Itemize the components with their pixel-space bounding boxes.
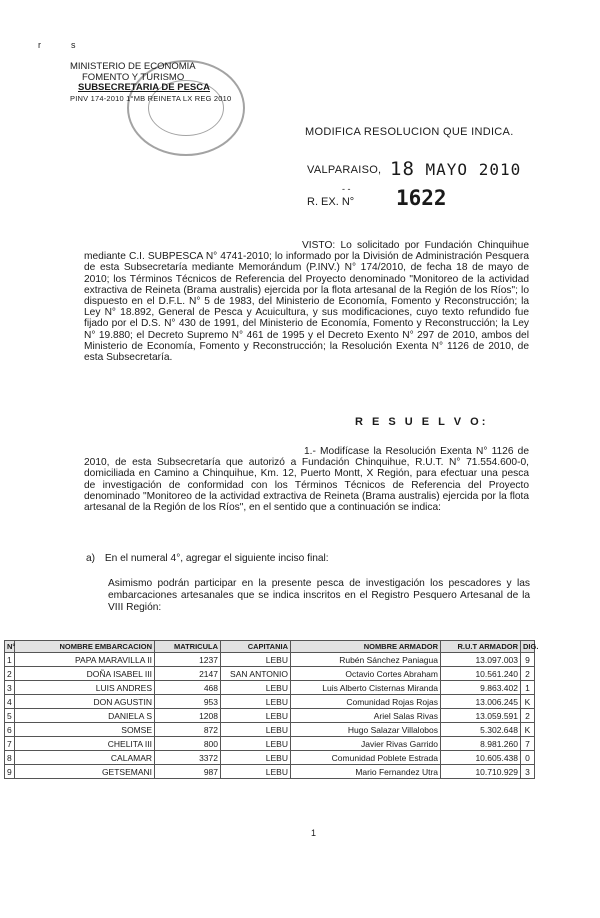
date-day: 18 xyxy=(390,158,415,180)
margin-mark: s xyxy=(71,40,106,50)
margin-marks xyxy=(38,40,106,50)
cell-vessel: SOMSE xyxy=(15,723,155,737)
header-subsecretaria: SUBSECRETARIA DE PESCA xyxy=(78,82,210,93)
cell-rut: 10.605.438 xyxy=(441,751,521,765)
cell-rut: 5.302.648 xyxy=(441,723,521,737)
col-header-port: CAPITANIA xyxy=(221,641,291,653)
cell-owner: Rubén Sánchez Paniagua xyxy=(291,653,441,667)
cell-vessel: DANIELA S xyxy=(15,709,155,723)
dash-mark: - - xyxy=(342,184,351,194)
col-header-digit: DIG. xyxy=(521,641,535,653)
cell-number: 5 xyxy=(5,709,15,723)
table-row xyxy=(5,695,535,709)
item-a-label: a) xyxy=(86,553,96,564)
cell-port: LEBU xyxy=(221,681,291,695)
cell-rut: 9.863.402 xyxy=(441,681,521,695)
page-number: 1 xyxy=(311,828,317,838)
document-place: VALPARAISO, xyxy=(307,164,382,176)
cell-number: 8 xyxy=(5,751,15,765)
cell-registration: 953 xyxy=(155,695,221,709)
cell-port: LEBU xyxy=(221,765,291,779)
cell-registration: 1208 xyxy=(155,709,221,723)
cell-port: LEBU xyxy=(221,695,291,709)
margin-mark: r xyxy=(38,40,71,50)
cell-digit: 2 xyxy=(521,667,535,681)
cell-digit: 2 xyxy=(521,709,535,723)
cell-port: LEBU xyxy=(221,737,291,751)
cell-digit: 0 xyxy=(521,751,535,765)
cell-rut: 13.006.245 xyxy=(441,695,521,709)
resolution-number: 1622 xyxy=(396,186,447,210)
table-row xyxy=(5,681,535,695)
cell-vessel: GETSEMANI xyxy=(15,765,155,779)
cell-digit: 7 xyxy=(521,737,535,751)
cell-rut: 13.097.003 xyxy=(441,653,521,667)
cell-registration: 3372 xyxy=(155,751,221,765)
table-header-row xyxy=(5,641,535,653)
table-row xyxy=(5,667,535,681)
article-1-paragraph: 1.- Modifícase la Resolución Exenta N° 1126 de 2010, de esta Subsecretaría que autorizó a Fundación Chinquihue, R.U.T. N° 71.554.600-0, domiciliada en Camino a Chinquihue, Km. 12, Puerto Montt, X Región, para efectuar una pesca de investigación de conformidad con los Términos Técnicos de Referencia del Proyecto denominado "Monitoreo de la actividad extractiva de Reineta (Brama australis) ejercida por la flota artesanal de la Región de los Ríos", en el sentido que a continuación se indica: xyxy=(84,446,529,514)
cell-owner: Comunidad Rojas Rojas xyxy=(291,695,441,709)
cell-vessel: DON AGUSTIN xyxy=(15,695,155,709)
col-header-registration: MATRICULA xyxy=(155,641,221,653)
cell-registration: 468 xyxy=(155,681,221,695)
cell-vessel: CHELITA III xyxy=(15,737,155,751)
header-ministry: MINISTERIO DE ECONOMIA xyxy=(70,61,196,72)
institution-header xyxy=(70,62,260,104)
inciso-paragraph: Asimismo podrán participar en la presente pesca de investigación los pescadores y las embarcaciones artesanales que se indica inscritos en el Registro Pesquero Artesanal de la VIII Región: xyxy=(108,578,530,613)
document-date-stamp xyxy=(390,158,521,180)
cell-number: 1 xyxy=(5,653,15,667)
cell-vessel: LUIS ANDRES xyxy=(15,681,155,695)
table-row xyxy=(5,737,535,751)
cell-owner: Luis Alberto Cisternas Miranda xyxy=(291,681,441,695)
col-header-vessel: NOMBRE EMBARCACION xyxy=(15,641,155,653)
visto-paragraph: VISTO: Lo solicitado por Fundación Chinquihue mediante C.I. SUBPESCA N° 4741-2010; lo informado por la División de Administración Pesquera de esta Subsecretaría mediante Memorándum (P.INV.) N° 174/2010, de fecha 18 de mayo de 2010; los Términos Técnicos de Referencia del Proyecto denominado "Monitoreo de la actividad extractiva de Reineta (Brama australis) ejercida por la flota artesanal de la Región de los Ríos"; lo dispuesto en el D.F.L. N° 5 de 1983, del Ministerio de Economía, Fomento y Reconstrucción; la Ley N° 18.892, General de Pesca y Acuicultura, y sus modificaciones, cuyo texto refundido fue fijado por el D.S. N° 430 de 1991, del Ministerio de Economía, Fomento y Reconstrucción; la Ley N° 19.880; el Decreto Supremo N° 461 de 1995 y el Decreto Exento N° 297 de 2010, ambos del Ministerio de Economía, Fomento y Reconstrucción; la Resolución Exenta N° 1126 de 2010, de esta Subsecretaría. xyxy=(84,240,529,364)
cell-number: 6 xyxy=(5,723,15,737)
cell-rut: 8.981.260 xyxy=(441,737,521,751)
cell-number: 7 xyxy=(5,737,15,751)
cell-rut: 10.710.929 xyxy=(441,765,521,779)
cell-number: 9 xyxy=(5,765,15,779)
cell-registration: 800 xyxy=(155,737,221,751)
cell-number: 3 xyxy=(5,681,15,695)
cell-port: LEBU xyxy=(221,653,291,667)
cell-port: LEBU xyxy=(221,709,291,723)
cell-rut: 13.059.591 xyxy=(441,709,521,723)
table-row xyxy=(5,723,535,737)
col-header-owner: NOMBRE ARMADOR xyxy=(291,641,441,653)
cell-owner: Ariel Salas Rivas xyxy=(291,709,441,723)
cell-registration: 2147 xyxy=(155,667,221,681)
cell-registration: 987 xyxy=(155,765,221,779)
cell-digit: K xyxy=(521,695,535,709)
date-month-year: MAYO 2010 xyxy=(425,160,522,179)
table-row xyxy=(5,765,535,779)
cell-registration: 1237 xyxy=(155,653,221,667)
col-header-rut: R.U.T ARMADOR xyxy=(441,641,521,653)
vessels-table xyxy=(4,640,539,779)
resuelvo-heading: R E S U E L V O: xyxy=(355,416,489,428)
cell-vessel: PAPA MARAVILLA II xyxy=(15,653,155,667)
item-a-text: En el numeral 4°, agregar el siguiente inciso final: xyxy=(104,553,329,564)
item-a xyxy=(86,553,329,564)
cell-vessel: DOÑA ISABEL III xyxy=(15,667,155,681)
table-row xyxy=(5,653,535,667)
cell-digit: 1 xyxy=(521,681,535,695)
table-row xyxy=(5,751,535,765)
cell-vessel: CALAMAR xyxy=(15,751,155,765)
cell-owner: Javier Rivas Garrido xyxy=(291,737,441,751)
cell-owner: Octavio Cortes Abraham xyxy=(291,667,441,681)
document-title: MODIFICA RESOLUCION QUE INDICA. xyxy=(305,126,514,138)
cell-number: 2 xyxy=(5,667,15,681)
cell-digit: 3 xyxy=(521,765,535,779)
cell-owner: Hugo Salazar Villalobos xyxy=(291,723,441,737)
header-reference-code: PINV 174-2010 1°MB REINETA LX REG 2010 xyxy=(70,93,232,103)
cell-registration: 872 xyxy=(155,723,221,737)
cell-digit: 9 xyxy=(521,653,535,667)
resolution-label: R. EX. N° xyxy=(307,196,355,208)
cell-number: 4 xyxy=(5,695,15,709)
cell-port: LEBU xyxy=(221,723,291,737)
cell-owner: Mario Fernandez Utra xyxy=(291,765,441,779)
cell-digit: K xyxy=(521,723,535,737)
cell-port: LEBU xyxy=(221,751,291,765)
cell-port: SAN ANTONIO xyxy=(221,667,291,681)
header-ministry-sub: FOMENTO Y TURISMO xyxy=(82,71,185,83)
cell-owner: Comunidad Poblete Estrada xyxy=(291,751,441,765)
cell-rut: 10.561.240 xyxy=(441,667,521,681)
table-row xyxy=(5,709,535,723)
col-header-number: N° xyxy=(5,641,15,653)
